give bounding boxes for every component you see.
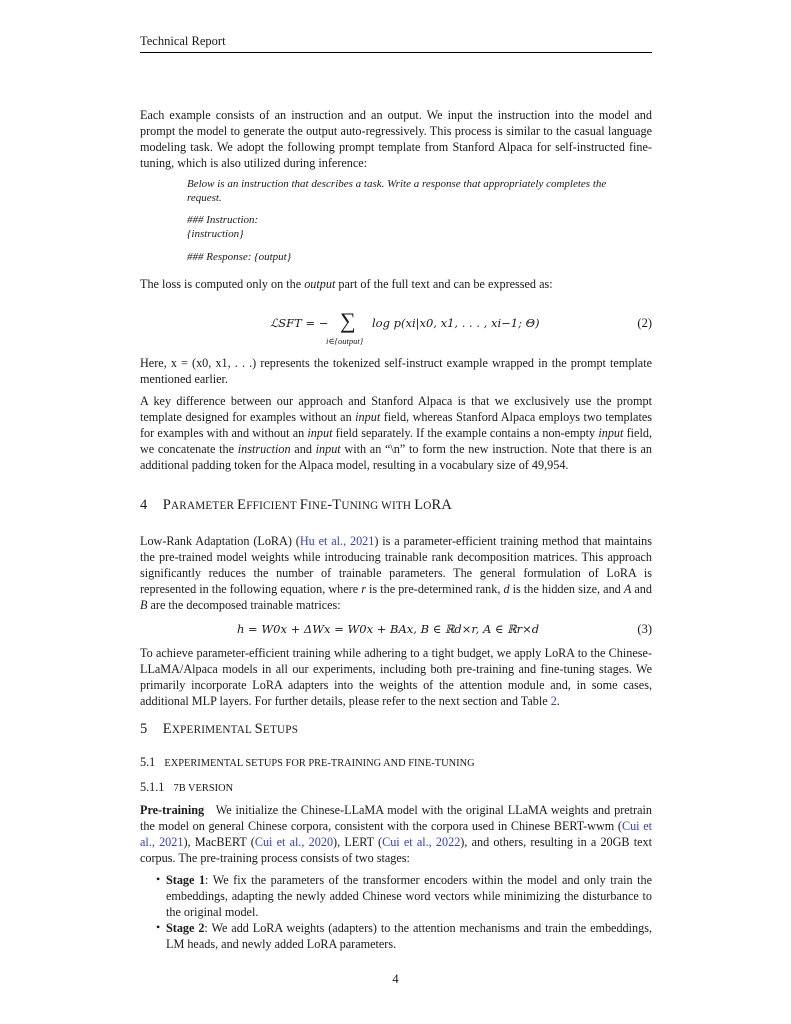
subsubsection-number: 5.1.1 [140, 780, 165, 794]
math-var: B [140, 598, 148, 613]
equation-2-lhs: ℒSFT = − [270, 316, 329, 330]
heading-smallcaps: XPERIMENTAL [171, 724, 255, 736]
pretraining-text: ), MacBERT ( [183, 835, 255, 850]
subsection-5-1-number: 5.1 [140, 755, 156, 769]
subsection-5-1-heading [140, 755, 475, 770]
diff-text: and [290, 442, 316, 457]
intro-paragraph: Each example consists of an instruction and an output. We input the instruction into the model and prompt the model to generate the output auto-regressively. This process is similar to the casual language modeling task. We adopt the following prompt template from Stanford Alpaca for self-instructed fine-tuning, which is also utilized during inference: [140, 108, 652, 171]
subsubsection-5-1-1-heading [140, 780, 233, 795]
diff-em-input: input [307, 426, 333, 441]
section-4-number: 4 [140, 497, 148, 513]
prompt-template-instruction-heading: ### Instruction: [187, 214, 259, 226]
diff-text: field separately. If the example contains a non-empty [332, 426, 599, 441]
heading-smallcaps: FFICIENT [246, 500, 300, 512]
equation-2-sum-subscript: i∈{output} [326, 336, 364, 346]
lora-text: and [631, 582, 652, 597]
lora-app-text: . [556, 694, 560, 709]
heading-cap: L [414, 497, 424, 513]
equation-2-rhs: log p(xi|x0, x1, . . . , xi−1; Θ) [372, 316, 540, 330]
heading-smallcaps: INE [308, 500, 328, 512]
math-var: r [361, 582, 366, 597]
heading-cap: S [254, 721, 263, 737]
diff-text: A key difference between our approach and Stanford Alpaca is that we exclusively use the prompt template designed for examples without an [140, 394, 652, 425]
bullet-label: Stage 2 [166, 921, 205, 935]
lora-text: ) is a parameter-efficient training method that maintains the pre-trained model weights while introducing trainable rank decomposition matrices. This approach significantly reduces the number of trainable parameters. The general formulation of LoRA is represented in the following equation, where [140, 534, 652, 597]
pretraining-paragraph [140, 802, 652, 866]
loss-sentence [140, 276, 652, 292]
pretraining-text: We initialize the Chinese-LLaMA model with the original LLaMA weights and pretrain the model on general Chinese corpora, consistent with the corpora used in Chinese BERT-wwm ( [140, 803, 652, 834]
bullet-stage-2 [166, 920, 652, 952]
math-var: d [503, 582, 510, 597]
subsection-5-1-title: EXPERIMENTAL SETUPS FOR PRE-TRAINING AND FINE-TUNING [164, 758, 475, 769]
lora-app-text: To achieve parameter-efficient training while adhering to a tight budget, we apply LoRA to the Chinese-LLaMA/Alpaca models in all our experiments, including both pre-training and fine-tuning stages. We primarily incorporate LoRA adapters into the weights of the attention module and, in some cases, additional MLP layers. For further details, please refer to the next section and Table [140, 646, 652, 709]
prompt-template-instruction-slot: {instruction} [187, 228, 244, 240]
equation-2 [140, 308, 652, 352]
math-var: A [623, 582, 632, 597]
lora-text: is the pre-determined rank, [365, 582, 504, 597]
pretraining-text: ), LERT ( [333, 835, 383, 850]
citation-link[interactable]: Cui et al., 2020 [254, 835, 334, 850]
bullet-dot: • [156, 920, 161, 934]
lora-text: are the decomposed trainable matrices: [147, 598, 341, 613]
heading-smallcaps: ETUPS [262, 724, 299, 736]
citation-link[interactable]: Hu et al., 2021 [299, 534, 375, 548]
heading-cap: -T [327, 497, 342, 513]
pretraining-text: ), and others, resulting in a 20GB text corpus. The pre-training process consists of two stages: [140, 835, 653, 866]
heading-smallcaps: UNING WITH [341, 500, 415, 512]
diff-text: field, whereas Stanford Alpaca employs two templates for examples with and without an [140, 410, 652, 441]
prompt-template-intro: Below is an instruction that describes a task. Write a response that appropriately completes the request. [187, 178, 607, 204]
bullet-dot: • [156, 872, 161, 886]
heading-smallcaps: O [423, 500, 432, 512]
heading-cap: F [299, 497, 308, 513]
section-5-heading [140, 721, 298, 738]
diff-em-input: input [355, 410, 381, 425]
section-4-heading [140, 497, 452, 514]
loss-text-emphasis: output [304, 277, 336, 291]
here-paragraph: Here, x = (x0, x1, . . .) represents the tokenized self-instruct example wrapped in the prompt template mentioned earlier. [140, 356, 652, 387]
loss-text-after: part of the full text and can be expressed as: [335, 277, 553, 291]
diff-em-input: input [315, 442, 341, 457]
heading-cap: E [162, 721, 172, 737]
citation-link[interactable]: Cui et al., 2022 [382, 835, 461, 850]
bullet-label: Stage 1 [166, 873, 206, 887]
loss-text-before: The loss is computed only on the [140, 277, 305, 291]
equation-3 [140, 622, 652, 640]
lora-text: Low-Rank Adaptation (LoRA) ( [140, 534, 300, 548]
difference-paragraph [140, 393, 652, 473]
citation-link[interactable]: Cui et al., 2021 [140, 819, 652, 850]
heading-cap: P [162, 497, 172, 513]
lora-application-paragraph [140, 645, 652, 709]
bullet-text: : We add LoRA weights (adapters) to the attention mechanisms and train the embeddings, LM heads, and newly added LoRA parameters. [166, 921, 653, 952]
heading-cap: E [237, 497, 247, 513]
running-header: Technical Report [140, 34, 652, 53]
summation-symbol: ∑ [340, 308, 356, 333]
equation-3-body: h = W0x + ΔWx = W0x + BAx, B ∈ ℝd×r, A ∈ ℝr×d [237, 622, 540, 636]
bullet-text: : We fix the parameters of the transformer encoders within the model and only train the embeddings, adapting the newly added Chinese word vectors while minimizing the disturbance to the original model. [166, 873, 652, 920]
section-5-number: 5 [140, 721, 148, 737]
equation-3-number: (3) [637, 622, 652, 636]
pretraining-label: Pre-training [140, 803, 205, 817]
lora-text: is the hidden size, and [509, 582, 624, 597]
prompt-template-response: ### Response: {output} [187, 251, 292, 263]
diff-em-input: input [598, 426, 624, 441]
equation-2-number: (2) [637, 316, 652, 330]
subsubsection-title: 7B VERSION [173, 783, 234, 794]
diff-em-instruction: instruction [237, 442, 291, 457]
heading-cap: RA [431, 497, 453, 513]
bullet-stage-1 [166, 872, 652, 920]
diff-text: with an “\n” to form the new instruction. Note that there is an additional padding token for the Alpaca model, resulting in a vocabulary size of 49,954. [140, 442, 652, 473]
table-reference-link[interactable]: 2 [550, 694, 557, 709]
heading-smallcaps: ARAMETER [171, 500, 238, 512]
page-number: 4 [392, 972, 399, 986]
diff-text: field, we concatenate the [140, 426, 652, 457]
lora-paragraph [140, 533, 652, 613]
